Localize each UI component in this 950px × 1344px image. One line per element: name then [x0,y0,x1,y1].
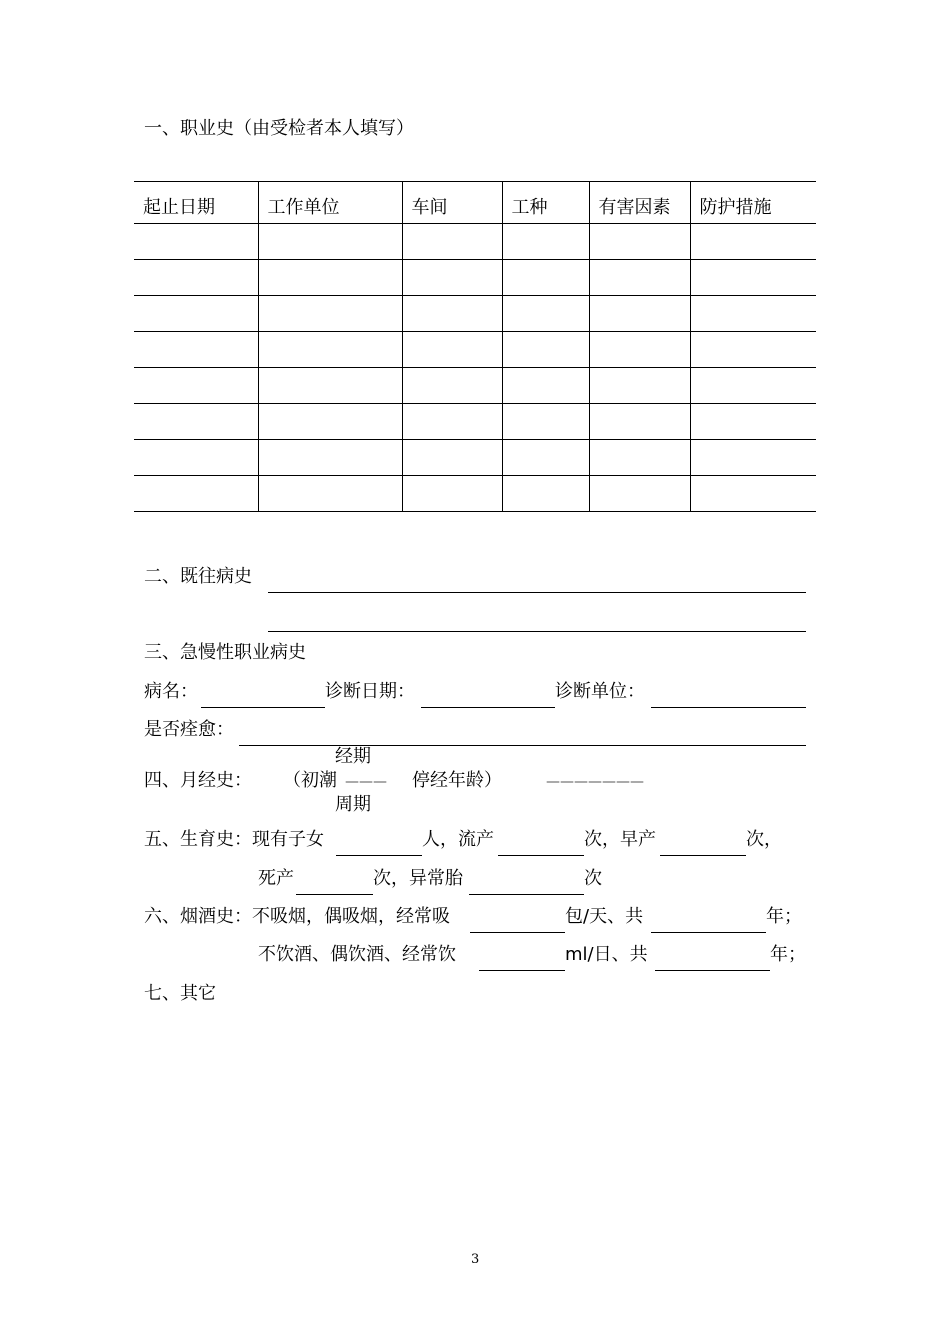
table-cell[interactable] [258,224,402,260]
cigarette-packs-field[interactable] [470,932,565,933]
packs-per-day-label: 包/天、共 [565,906,644,927]
table-cell[interactable] [502,296,589,332]
table-row [134,296,816,332]
stillbirth-label: 死产 [258,868,294,889]
table-cell[interactable] [589,332,690,368]
section-past-medical-history-title: 二、既往病史 [144,566,252,587]
cured-field[interactable] [239,745,806,746]
table-cell[interactable] [502,440,589,476]
table-cell[interactable] [502,224,589,260]
premature-times-label: 次， [746,829,782,850]
table-row [134,404,816,440]
table-cell[interactable] [690,404,816,440]
table-row [134,440,816,476]
menopause-age-field[interactable]: ——————— [546,774,644,790]
table-cell[interactable] [134,332,258,368]
past-history-line-1[interactable] [268,592,806,593]
header-job-type: 工种 [502,182,589,224]
table-cell[interactable] [134,476,258,512]
menstrual-fraction-line: ——— [345,774,387,790]
abortion-count-field[interactable] [498,855,584,856]
table-cell[interactable] [502,260,589,296]
table-cell[interactable] [690,476,816,512]
table-row [134,332,816,368]
table-row [134,224,816,260]
table-cell[interactable] [134,404,258,440]
disease-name-field[interactable] [201,707,325,708]
smoking-years-label: 年； [766,906,802,927]
abnormal-fetus-count-field[interactable] [469,894,584,895]
drinking-years-label: 年； [770,944,806,965]
diagnosis-unit-field[interactable] [651,707,806,708]
table-cell[interactable] [258,260,402,296]
children-count-field[interactable] [336,855,422,856]
table-row [134,476,816,512]
table-cell[interactable] [589,296,690,332]
table-cell[interactable] [690,440,816,476]
premature-count-field[interactable] [660,855,746,856]
section-reproductive-history-title: 五、生育史：现有子女 [144,829,324,850]
menarche-label: （初潮 [283,770,337,791]
table-cell[interactable] [502,476,589,512]
disease-name-label: 病名： [144,681,198,702]
table-cell[interactable] [589,404,690,440]
table-cell[interactable] [134,368,258,404]
table-cell[interactable] [402,260,502,296]
table-row [134,368,816,404]
premature-label: 次，早产 [584,829,656,850]
abortion-label: 人，流产 [422,829,494,850]
header-protective-measures: 防护措施 [690,182,816,224]
table-cell[interactable] [258,332,402,368]
header-workshop: 车间 [402,182,502,224]
occupational-history-table [134,181,816,512]
table-cell[interactable] [402,332,502,368]
table-cell[interactable] [258,368,402,404]
table-cell[interactable] [134,260,258,296]
drinking-years-field[interactable] [655,970,770,971]
abnormal-fetus-times-label: 次 [584,868,602,889]
section-occupational-disease-title: 三、急慢性职业病史 [144,642,306,663]
header-hazard-factors: 有害因素 [589,182,690,224]
table-row [134,260,816,296]
table-cell[interactable] [402,224,502,260]
section-occupational-history-title: 一、职业史（由受检者本人填写） [144,118,414,139]
table-cell[interactable] [690,332,816,368]
table-cell[interactable] [690,368,816,404]
table-cell[interactable] [258,440,402,476]
table-cell[interactable] [402,368,502,404]
section-smoking-drinking-title: 六、烟酒史：不吸烟，偶吸烟，经常吸 [144,906,450,927]
section-menstrual-history-title: 四、月经史： [144,770,252,791]
table-cell[interactable] [690,260,816,296]
section-other-title: 七、其它 [144,983,216,1004]
table-cell[interactable] [502,368,589,404]
table-cell[interactable] [258,404,402,440]
table-cell[interactable] [690,296,816,332]
drinking-amount-field[interactable] [479,970,565,971]
table-cell[interactable] [134,296,258,332]
past-history-line-2[interactable] [268,631,806,632]
table-cell[interactable] [258,296,402,332]
table-cell[interactable] [402,296,502,332]
table-header-row [134,182,816,224]
diagnosis-unit-label: 诊断单位： [555,681,645,702]
table-cell[interactable] [690,224,816,260]
table-cell[interactable] [589,440,690,476]
drinking-label: 不饮酒、偶饮酒、经常饮 [258,944,456,965]
table-cell[interactable] [258,476,402,512]
diagnosis-date-field[interactable] [421,707,555,708]
table-cell[interactable] [589,224,690,260]
ml-per-day-label: ml/日、共 [565,944,648,965]
table-cell[interactable] [502,332,589,368]
menopause-age-label: 停经年龄） [412,770,502,791]
smoking-years-field[interactable] [651,932,766,933]
header-work-unit: 工作单位 [258,182,402,224]
page-number: 3 [471,1252,480,1267]
abnormal-fetus-label: 次，异常胎 [373,868,463,889]
table-cell[interactable] [402,476,502,512]
menstrual-cycle-label: 周期 [335,794,371,815]
table-cell[interactable] [589,476,690,512]
table-cell[interactable] [589,368,690,404]
stillbirth-count-field[interactable] [296,894,373,895]
table-cell[interactable] [502,404,589,440]
table-cell[interactable] [134,440,258,476]
table-cell[interactable] [402,440,502,476]
menstrual-period-label: 经期 [335,746,371,767]
cured-label: 是否痊愈： [144,719,234,740]
table-cell[interactable] [402,404,502,440]
header-date-range: 起止日期 [134,182,258,224]
table-cell[interactable] [134,224,258,260]
diagnosis-date-label: 诊断日期： [325,681,415,702]
table-cell[interactable] [589,260,690,296]
